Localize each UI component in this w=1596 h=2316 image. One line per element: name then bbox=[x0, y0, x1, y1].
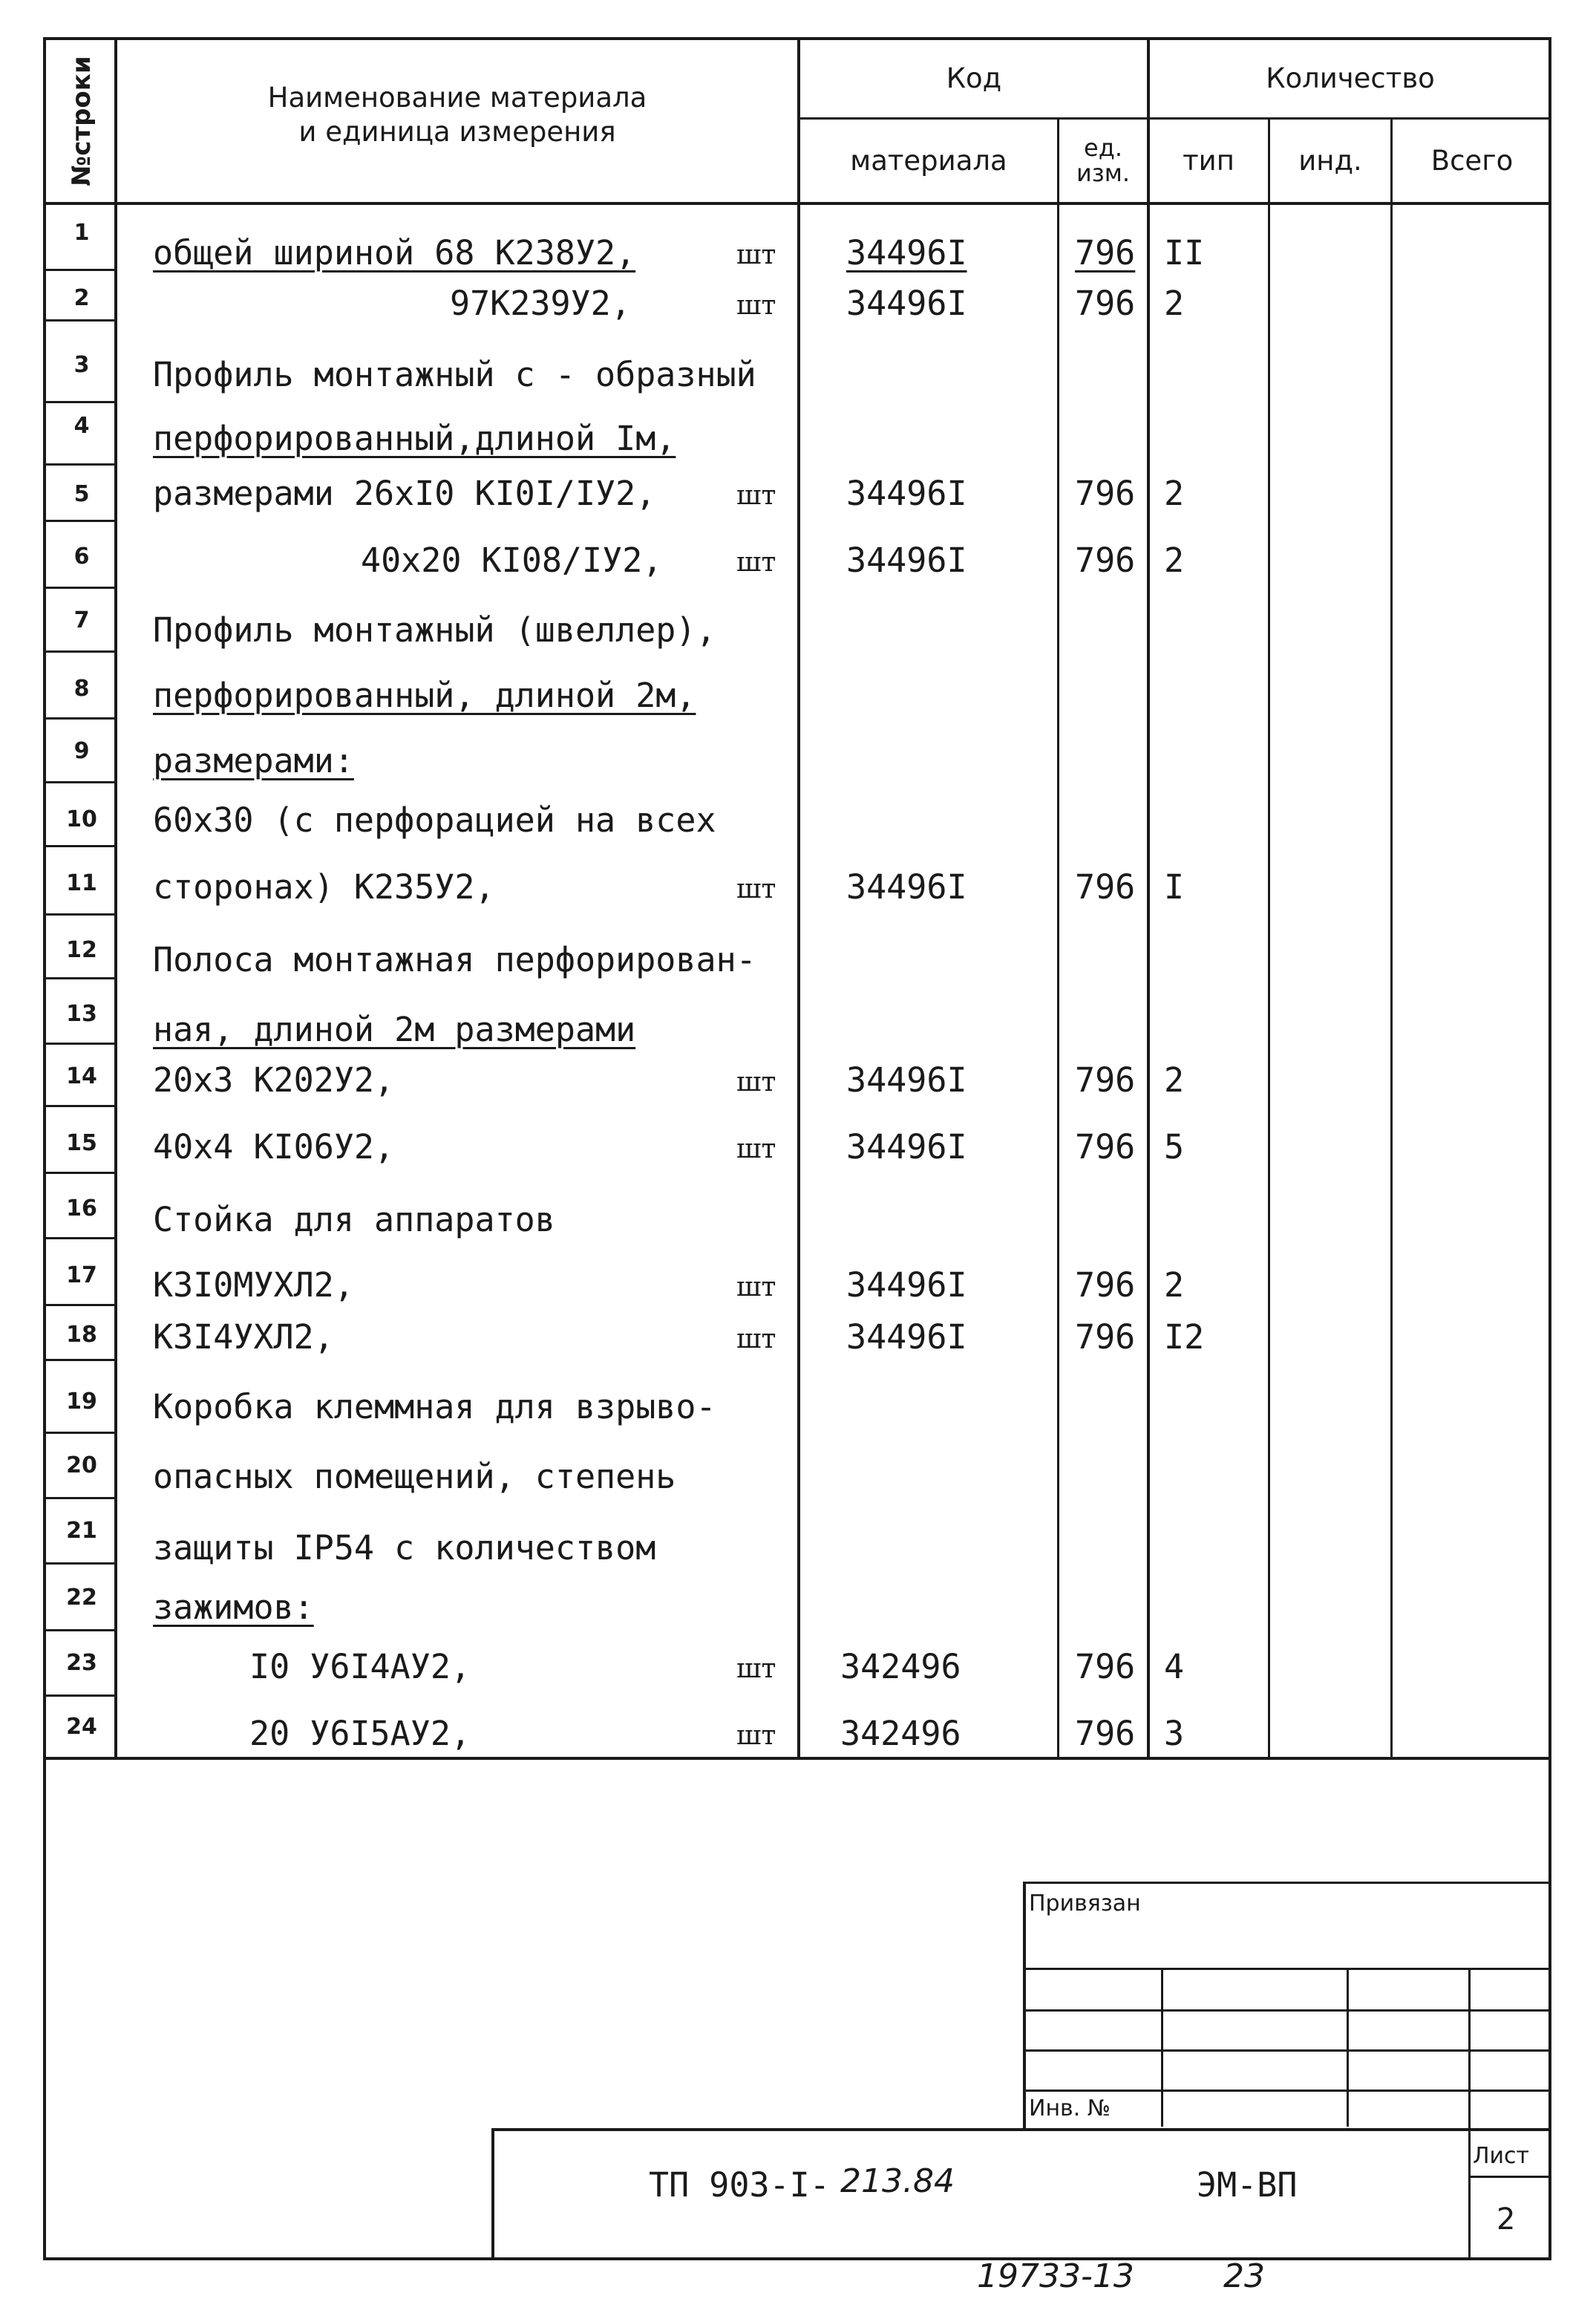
stamp-col-a bbox=[1161, 1969, 1163, 2127]
row-number-divider bbox=[46, 1562, 116, 1565]
type-quantity: 2 bbox=[1164, 1060, 1185, 1100]
row-number: 3 bbox=[73, 352, 90, 378]
stamp-col-c bbox=[1468, 1969, 1471, 2260]
material-name: опасных помещений, степень bbox=[153, 1457, 676, 1496]
row-number: 24 bbox=[66, 1714, 97, 1740]
material-name: К3I4УХЛ2, bbox=[153, 1317, 334, 1357]
row-number: 23 bbox=[66, 1650, 97, 1676]
material-name: сторонах) К235У2, bbox=[153, 867, 495, 907]
material-name: К3I0МУХЛ2, bbox=[153, 1265, 354, 1305]
material-code-header: материала bbox=[850, 144, 1007, 177]
unit-code: 796 bbox=[1075, 1127, 1136, 1167]
unit-code: 796 bbox=[1075, 1317, 1136, 1357]
row-number: 6 bbox=[73, 544, 90, 570]
row-number: 9 bbox=[73, 738, 90, 764]
unit-code-header bbox=[1059, 120, 1148, 202]
row-number-divider bbox=[46, 463, 116, 466]
row-number: 20 bbox=[66, 1452, 97, 1478]
row-number-divider bbox=[46, 1237, 116, 1239]
material-code: 34496I bbox=[846, 1265, 967, 1305]
material-name: общей шириной 68 К238У2, bbox=[153, 233, 636, 273]
stamp-left-rule bbox=[1023, 1882, 1026, 2130]
inventory-number-label: Инв. № bbox=[1029, 2095, 1111, 2121]
material-name: 97К239У2, bbox=[450, 284, 631, 323]
type-quantity: 3 bbox=[1164, 1714, 1185, 1753]
row-number-divider bbox=[46, 1043, 116, 1045]
stamp-top-rule bbox=[1023, 1882, 1551, 1884]
col-rule-3 bbox=[1057, 119, 1059, 1758]
row-number: 15 bbox=[66, 1130, 97, 1156]
row-number-divider bbox=[46, 1105, 116, 1107]
material-name: перфорированный,длиной Iм, bbox=[153, 419, 676, 458]
col-rule-6 bbox=[1390, 119, 1393, 1758]
unit-label: шт bbox=[736, 1720, 776, 1751]
material-name: 20 У6I5АУ2, bbox=[249, 1714, 471, 1753]
unit-label: шт bbox=[736, 874, 776, 904]
row-number: 1 bbox=[73, 220, 90, 246]
unit-label: шт bbox=[736, 480, 776, 511]
row-number: 18 bbox=[66, 1322, 97, 1348]
material-name: 60х30 (с перфорацией на всех bbox=[153, 800, 716, 840]
col-rule-4 bbox=[1147, 39, 1150, 1758]
row-number-divider bbox=[46, 1304, 116, 1306]
row-number: 22 bbox=[66, 1585, 97, 1611]
stamp-main-left-rule bbox=[491, 2128, 494, 2260]
footer-handwritten-page: 23 bbox=[1223, 2257, 1265, 2295]
row-number-divider bbox=[46, 781, 116, 783]
row-number: 7 bbox=[73, 607, 90, 633]
unit-code: 796 bbox=[1075, 1265, 1136, 1305]
type-quantity: 2 bbox=[1164, 541, 1185, 580]
unit-code: 796 bbox=[1075, 1060, 1136, 1100]
material-name: перфорированный, длиной 2м, bbox=[153, 676, 696, 715]
material-name: Профиль монтажный (швеллер), bbox=[153, 610, 716, 650]
type-quantity: 2 bbox=[1164, 284, 1185, 323]
unit-label: шт bbox=[736, 1134, 776, 1164]
document-mark: ЭМ-ВП bbox=[1197, 2165, 1298, 2205]
material-name: 40х20 КI08/IУ2, bbox=[361, 541, 663, 580]
unit-code-header-line2: изм. bbox=[1076, 159, 1131, 187]
stamp-col-b bbox=[1347, 1969, 1349, 2127]
material-code: 34496I bbox=[846, 474, 967, 513]
name-header-line2: и единица измерения bbox=[298, 116, 616, 148]
row-number-divider bbox=[46, 650, 116, 653]
quantity-header: Количество bbox=[1266, 62, 1435, 94]
stamp-rule-d bbox=[1024, 2090, 1551, 2092]
header-mid-rule bbox=[799, 117, 1551, 120]
unit-code: 796 bbox=[1075, 1714, 1136, 1753]
row-number-divider bbox=[46, 401, 116, 403]
row-number-divider bbox=[46, 1359, 116, 1361]
type-quantity: II bbox=[1164, 233, 1205, 273]
row-number: 21 bbox=[66, 1518, 97, 1544]
unit-code: 796 bbox=[1075, 233, 1136, 273]
unit-label: шт bbox=[736, 1067, 776, 1097]
material-name: Стойка для аппаратов bbox=[153, 1200, 555, 1239]
type-quantity: 2 bbox=[1164, 1265, 1185, 1305]
row-number-header: №строки bbox=[67, 56, 97, 186]
row-number: 2 bbox=[73, 285, 90, 311]
sheet-number: 2 bbox=[1497, 2202, 1516, 2237]
stamp-rule-b bbox=[1024, 2009, 1551, 2012]
row-number: 10 bbox=[66, 806, 97, 832]
material-code: 34496I bbox=[846, 233, 967, 273]
material-code: 34496I bbox=[846, 1317, 967, 1357]
unit-code-header-line1: ед. bbox=[1084, 134, 1122, 163]
stamp-rule-a bbox=[1024, 1968, 1551, 1970]
code-header: Код bbox=[946, 62, 1002, 94]
unit-code: 796 bbox=[1075, 541, 1136, 580]
unit-code: 796 bbox=[1075, 1647, 1136, 1686]
type-quantity: 2 bbox=[1164, 474, 1185, 513]
type-header: тип bbox=[1183, 144, 1234, 177]
unit-code: 796 bbox=[1075, 474, 1136, 513]
unit-code: 796 bbox=[1075, 867, 1136, 907]
sheet-label: Лист bbox=[1473, 2143, 1530, 2169]
material-code: 34496I bbox=[846, 1127, 967, 1167]
row-number-divider bbox=[46, 269, 116, 271]
unit-label: шт bbox=[736, 290, 776, 321]
material-name: I0 У6I4АУ2, bbox=[249, 1647, 471, 1686]
total-header: Всего bbox=[1430, 144, 1514, 177]
name-header bbox=[116, 67, 799, 163]
row-number-divider bbox=[46, 1694, 116, 1697]
document-code-handwritten: 213.84 bbox=[840, 2162, 955, 2200]
material-code: 34496I bbox=[846, 284, 967, 323]
row-number-divider bbox=[46, 1172, 116, 1174]
unit-label: шт bbox=[736, 240, 776, 270]
material-name: размерами 26хI0 КI0I/IУ2, bbox=[153, 474, 656, 513]
material-name: ная, длиной 2м размерами bbox=[153, 1010, 636, 1049]
unit-label: шт bbox=[736, 547, 776, 578]
material-name: 40х4 КI06У2, bbox=[153, 1127, 395, 1167]
row-number-divider bbox=[46, 913, 116, 916]
row-number: 12 bbox=[66, 937, 97, 963]
material-name: 20х3 К202У2, bbox=[153, 1060, 395, 1100]
col-rule-1 bbox=[114, 39, 117, 1758]
row-number-divider bbox=[46, 1497, 116, 1499]
material-code: 34496I bbox=[846, 541, 967, 580]
material-name: Профиль монтажный с - образный bbox=[153, 355, 756, 394]
type-quantity: I bbox=[1164, 867, 1185, 907]
stamp-rule-c bbox=[1024, 2049, 1551, 2052]
material-code: 34496I bbox=[846, 867, 967, 907]
type-quantity: 4 bbox=[1164, 1647, 1185, 1686]
sheet-box-rule bbox=[1468, 2176, 1551, 2178]
material-name: Коробка клеммная для взрыво- bbox=[153, 1387, 716, 1426]
material-name: защиты IP54 с количеством bbox=[153, 1528, 656, 1568]
row-number: 5 bbox=[73, 481, 90, 507]
material-name: Полоса монтажная перфорирован- bbox=[153, 940, 756, 979]
type-quantity: I2 bbox=[1164, 1317, 1205, 1357]
row-number: 11 bbox=[66, 870, 97, 896]
unit-code: 796 bbox=[1075, 284, 1136, 323]
row-number-divider bbox=[46, 717, 116, 720]
row-number: 14 bbox=[66, 1063, 97, 1089]
privyazan-label: Привязан bbox=[1029, 1891, 1141, 1917]
row-number-divider bbox=[46, 1629, 116, 1631]
material-name: размерами: bbox=[153, 741, 354, 780]
footer-handwritten-number: 19733-13 bbox=[977, 2257, 1134, 2295]
material-code: 34496I bbox=[846, 1060, 967, 1100]
row-number-divider bbox=[46, 845, 116, 847]
name-header-line1: Наименование материала bbox=[267, 81, 647, 114]
row-number: 8 bbox=[73, 676, 90, 702]
material-name: зажимов: bbox=[153, 1588, 314, 1627]
row-number-divider bbox=[46, 319, 116, 322]
row-number: 13 bbox=[66, 1001, 97, 1027]
row-number: 16 bbox=[66, 1195, 97, 1221]
individual-header: инд. bbox=[1298, 144, 1362, 177]
row-number: 17 bbox=[66, 1262, 97, 1288]
unit-label: шт bbox=[736, 1272, 776, 1302]
row-number: 19 bbox=[66, 1389, 97, 1415]
unit-label: шт bbox=[736, 1654, 776, 1684]
col-rule-5 bbox=[1268, 119, 1270, 1758]
row-number-divider bbox=[46, 520, 116, 522]
type-quantity: 5 bbox=[1164, 1127, 1185, 1167]
document-code: ТП 903-I- bbox=[649, 2165, 830, 2205]
stamp-main-top-rule bbox=[491, 2128, 1551, 2131]
row-number: 4 bbox=[73, 413, 90, 439]
row-number-divider bbox=[46, 1432, 116, 1434]
row-number-divider bbox=[46, 587, 116, 589]
material-code: 342496 bbox=[840, 1714, 961, 1753]
col-rule-2 bbox=[797, 39, 800, 1758]
unit-label: шт bbox=[736, 1324, 776, 1354]
row-number-divider bbox=[46, 977, 116, 979]
material-code: 342496 bbox=[840, 1647, 961, 1686]
